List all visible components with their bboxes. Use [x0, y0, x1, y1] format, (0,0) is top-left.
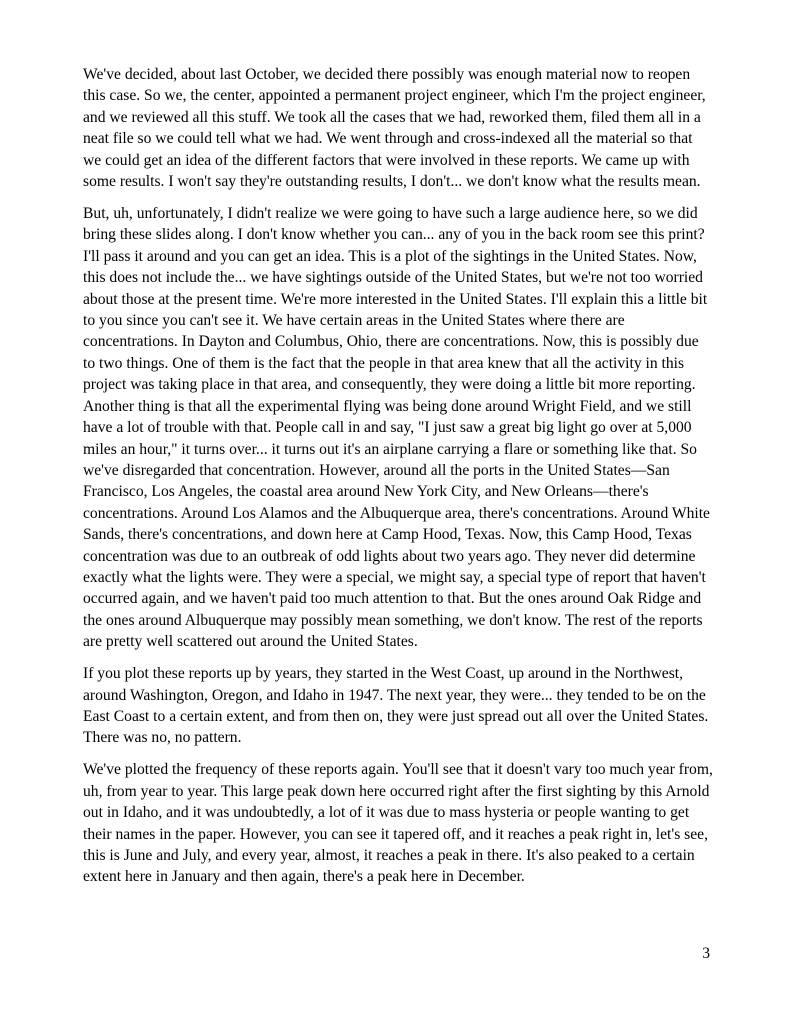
paragraph: We've decided, about last October, we decided there possibly was enough material now to reopen this case. So we, the center, appointed a permanent project engineer, which I'm the project engineer, and we reviewed all this stuff. We took all the cases that we had, reworked them, filed them all in a neat file so we could tell what we had. We went through and cross-indexed all the material so that we could get an idea of the different factors that were involved in these reports. We came up with some results. I won't say they're outstanding results, I don't... we don't know what the results mean.	[83, 66, 706, 191]
page-number: 3	[702, 945, 710, 962]
paragraph: We've plotted the frequency of these reports again. You'll see that it doesn't vary too much year from, uh, from year to year. This large peak down here occurred right after the first sighting by this Arnold out in Idaho, and it was undoubtedly, a lot of it was due to mass hysteria or people wanting to get their names in the paper. However, you can see it tapered off, and it reaches a peak right in, let's see, this is June and July, and every year, almost, it reaches a peak in there. It's also peaked to a certain extent here in January and then again, there's a peak here in December.	[83, 761, 713, 886]
paragraph: If you plot these reports up by years, they started in the West Coast, up around in the Northwest, around Washington, Oregon, and Idaho in 1947. The next year, they were... they tended to be on the East Coast to a certain extent, and from then on, they were just spread out all over the United States. There was no, no pattern.	[83, 665, 709, 747]
paragraph: But, uh, unfortunately, I didn't realize we were going to have such a large audience here, so we did bring these slides along. I don't know whether you can... any of you in the back room see this print? I'll pass it around and you can get an idea. This is a plot of the sightings in the United States. Now, this does not include the... we have sightings outside of the United States, but we're not too worried about those at the present time. We're more interested in the United States. I'll explain this a little bit to you since you can't see it. We have certain areas in the United States where there are concentrations. In Dayton and Columbus, Ohio, there are concentrations. Now, this is possibly due to two things. One of them is the fact that the people in that area knew that all the activity in this project was taking place in that area, and consequently, they were doing a little bit more reporting. Another thing is that all the experimental flying was being done around Wright Field, and we still have a lot of trouble with that. People call in and say, "I just saw a great big light go over at 5,000 miles an hour," it turns over... it turns out it's an airplane carrying a flare or something like that. So we've disregarded that concentration. However, around all the ports in the United States—San Francisco, Los Angeles, the coastal area around New York City, and New Orleans—there's concentrations. Around Los Alamos and the Albuquerque area, there's concentrations. Around White Sands, there's concentrations, and down here at Camp Hood, Texas. Now, this Camp Hood, Texas concentration was due to an outbreak of odd lights about two years ago. They never did determine exactly what the lights were. They were a special, we might say, a special type of report that haven't occurred again, and we haven't paid too much attention to that. But the ones around Oak Ridge and the ones around Albuquerque may possibly mean something, we don't know. The rest of the reports are pretty well scattered out around the United States.	[83, 205, 710, 651]
page-body	[83, 64, 713, 898]
